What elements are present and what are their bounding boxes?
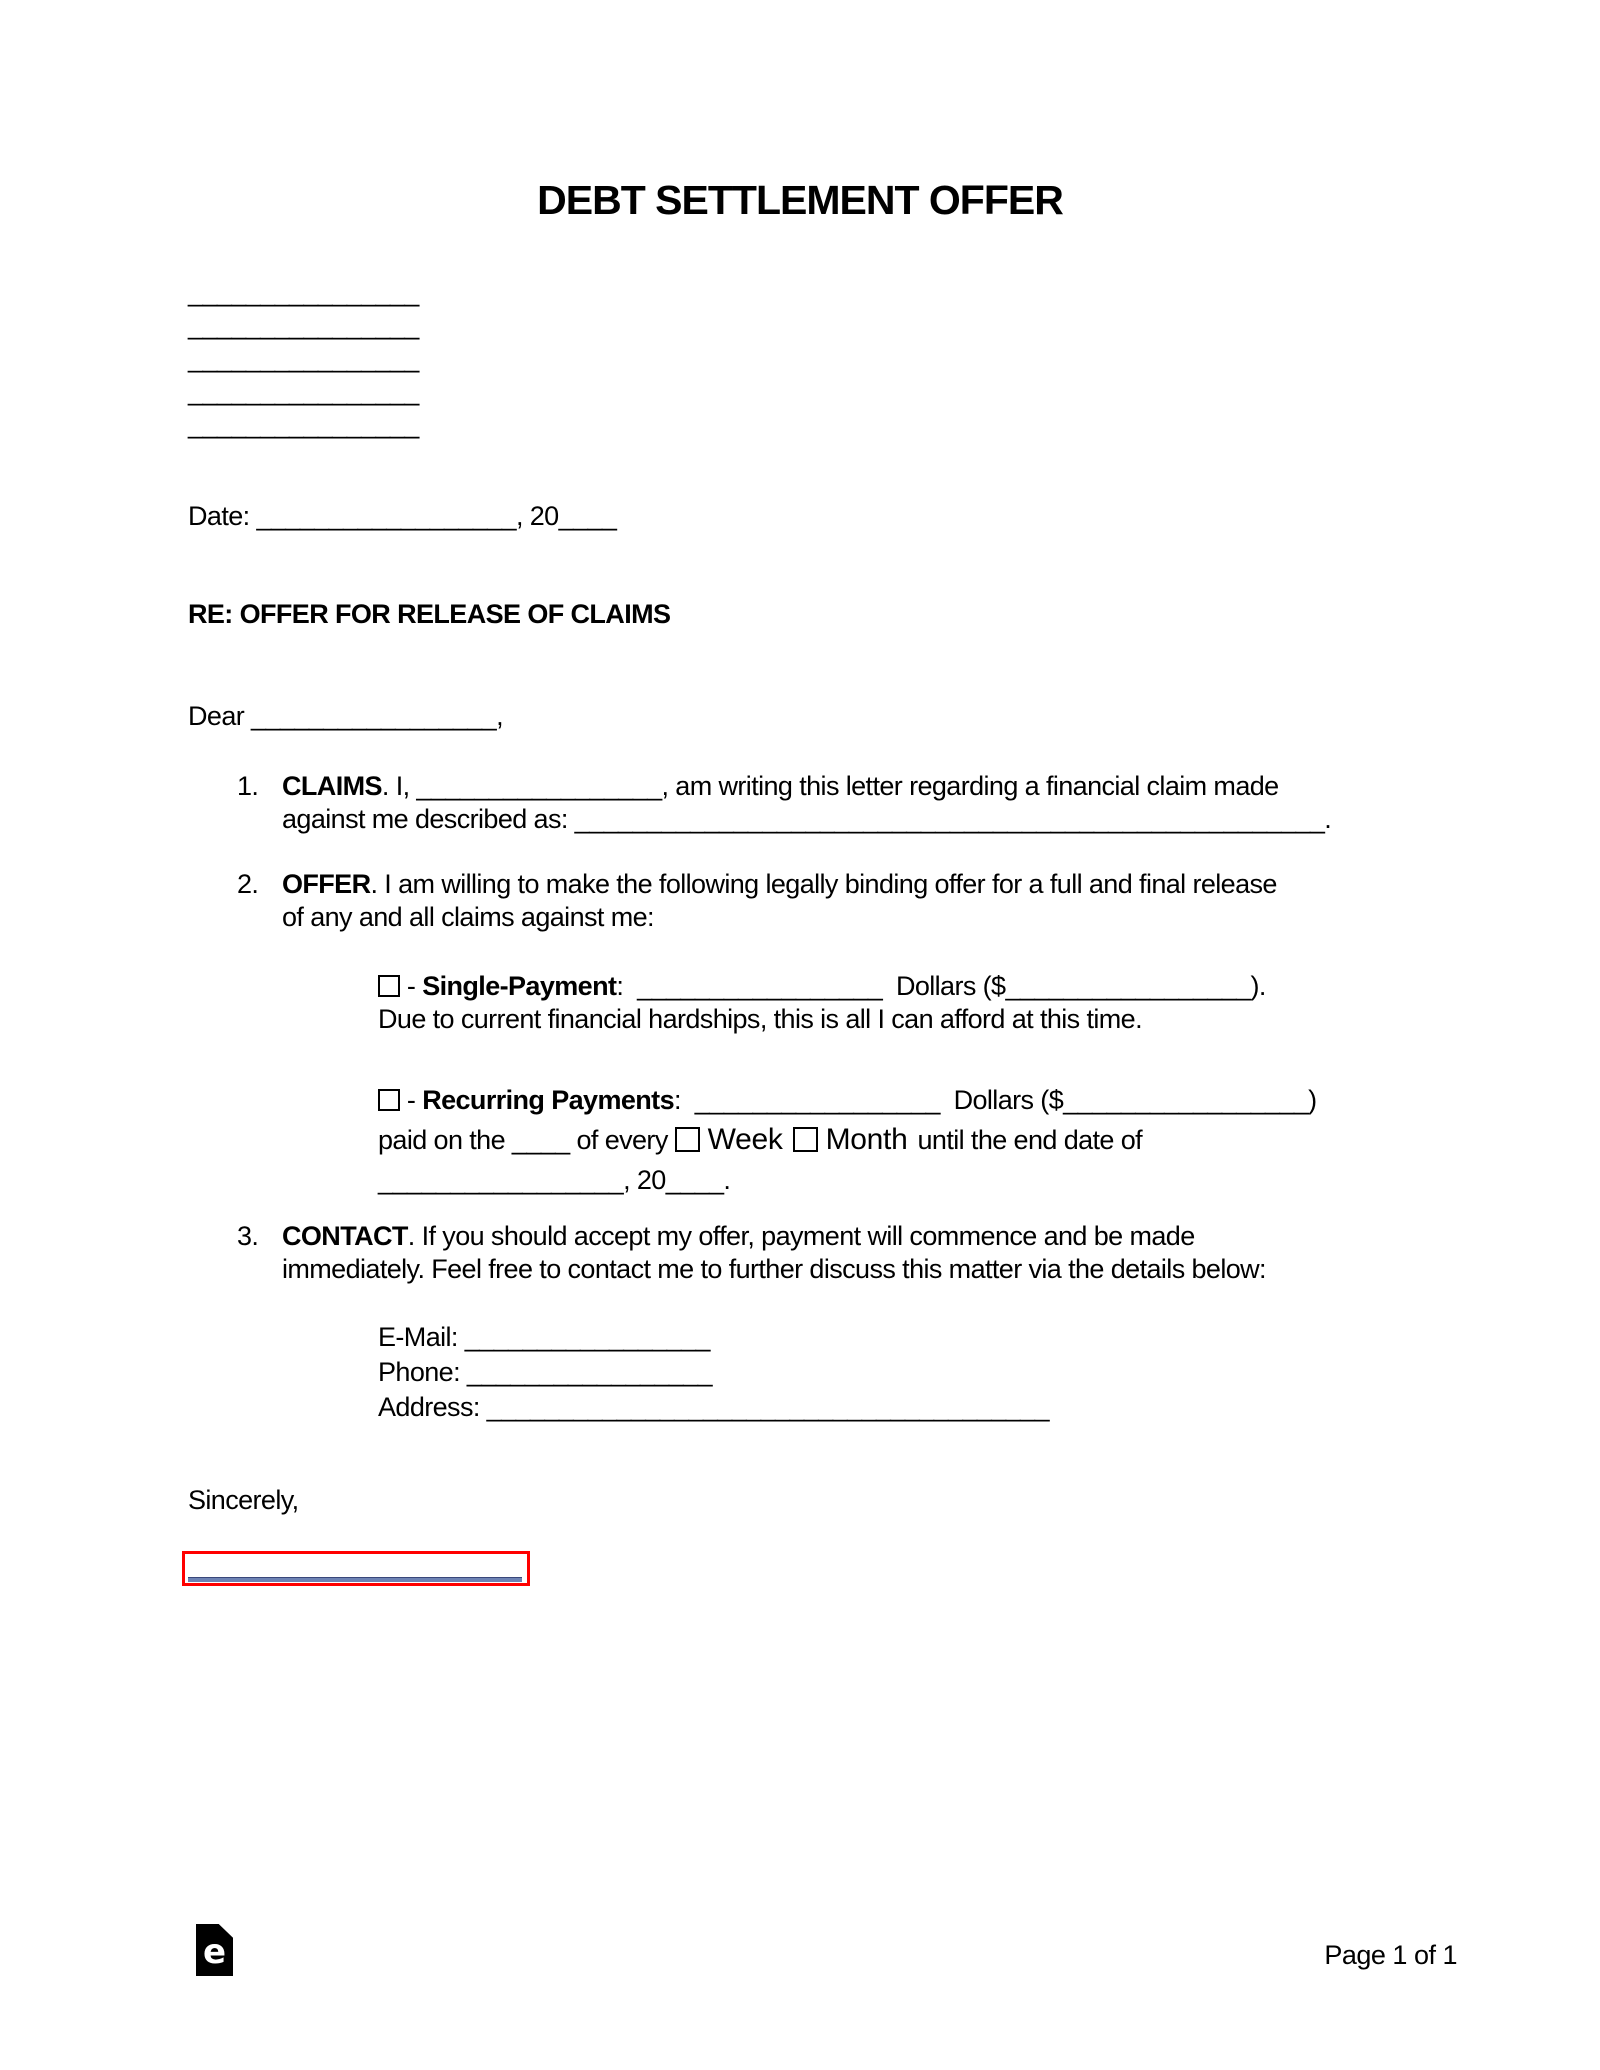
- recurring-line-3: _________________, 20____.: [378, 1165, 731, 1195]
- signature-field[interactable]: [182, 1551, 530, 1586]
- item-number: 3.: [237, 1221, 259, 1251]
- single-payment-label: Single-Payment: [422, 971, 617, 1001]
- single-payment-line-2: Due to current financial hardships, this is all I can afford at this time.: [378, 1004, 1142, 1034]
- salutation: Dear _________________,: [188, 701, 503, 731]
- contact-line-1: [282, 1220, 1600, 1253]
- week-label: Week: [707, 1123, 783, 1156]
- recurring-line-2: [378, 1120, 1317, 1160]
- list-item-offer: [0, 868, 1600, 934]
- offer-line-1: [282, 868, 1600, 901]
- list-item-contact: [0, 1220, 1600, 1286]
- letterhead-line: ________________: [188, 343, 419, 373]
- recurring-payments-paragraph: [378, 1080, 1317, 1200]
- phone-line: Phone: _________________: [378, 1357, 712, 1387]
- address-line: Address: _______________________________________: [378, 1392, 1049, 1422]
- claims-line-2: against me described as: ____________________________________________________.: [282, 804, 1332, 834]
- email-line: E-Mail: _________________: [378, 1322, 710, 1352]
- page-title: DEBT SETTLEMENT OFFER: [537, 177, 1063, 223]
- single-payment-paragraph: [378, 970, 1266, 1036]
- signature-underline: [188, 1577, 522, 1582]
- recurring-frequency-text: paid on the ____ of every: [378, 1125, 675, 1155]
- contact-label: CONTACT: [282, 1221, 408, 1251]
- document-folded-corner-icon: [196, 1924, 233, 1976]
- contact-details-block: [378, 1320, 1049, 1425]
- recurring-end-date-text: until the end date of: [917, 1125, 1143, 1155]
- offer-text: . I am willing to make the following legally binding offer for a full and final release: [370, 869, 1277, 899]
- date-label: Date:: [188, 501, 250, 531]
- single-payment-blanks: : _________________ Dollars ($_________________).: [616, 971, 1266, 1001]
- date-blank: __________________, 20____: [249, 501, 617, 531]
- recurring-payments-blanks: : _________________ Dollars ($_________________): [674, 1085, 1317, 1115]
- subject-line: RE: OFFER FOR RELEASE OF CLAIMS: [188, 599, 671, 629]
- contact-text: . If you should accept my offer, payment will commence and be made: [407, 1221, 1195, 1251]
- dash-separator: -: [400, 1085, 423, 1115]
- item-number: 1.: [237, 771, 259, 801]
- item-number: 2.: [237, 869, 259, 899]
- recurring-line-1: [378, 1080, 1317, 1120]
- letterhead-line: ________________: [188, 376, 419, 406]
- date-line: [188, 500, 616, 533]
- letterhead-line: ________________: [188, 277, 419, 307]
- list-item-claims: [0, 770, 1600, 836]
- month-checkbox[interactable]: [793, 1127, 818, 1152]
- claims-label: CLAIMS: [282, 771, 382, 801]
- recurring-payments-label: Recurring Payments: [422, 1085, 674, 1115]
- single-payment-checkbox[interactable]: [378, 975, 400, 997]
- month-label: Month: [825, 1123, 908, 1156]
- letterhead-line: ________________: [188, 409, 419, 439]
- claims-text: . I, _________________, am writing this letter regarding a financial claim made: [381, 771, 1279, 801]
- letterhead-blanks: [188, 276, 419, 441]
- contact-line-2: immediately. Feel free to contact me to further discuss this matter via the details below:: [282, 1254, 1266, 1284]
- logo-letter: e: [203, 1932, 226, 1972]
- offer-label: OFFER: [282, 869, 371, 899]
- offer-line-2: of any and all claims against me:: [282, 902, 654, 932]
- week-checkbox[interactable]: [675, 1127, 700, 1152]
- eforms-logo: [196, 1924, 233, 1976]
- page-indicator: Page 1 of 1: [1324, 1940, 1457, 1970]
- claims-line-1: [282, 770, 1600, 803]
- dash-separator: -: [400, 971, 423, 1001]
- closing-sincerely: Sincerely,: [188, 1485, 299, 1515]
- single-payment-line-1: [378, 970, 1266, 1003]
- letterhead-line: ________________: [188, 310, 419, 340]
- recurring-payments-checkbox[interactable]: [378, 1089, 400, 1111]
